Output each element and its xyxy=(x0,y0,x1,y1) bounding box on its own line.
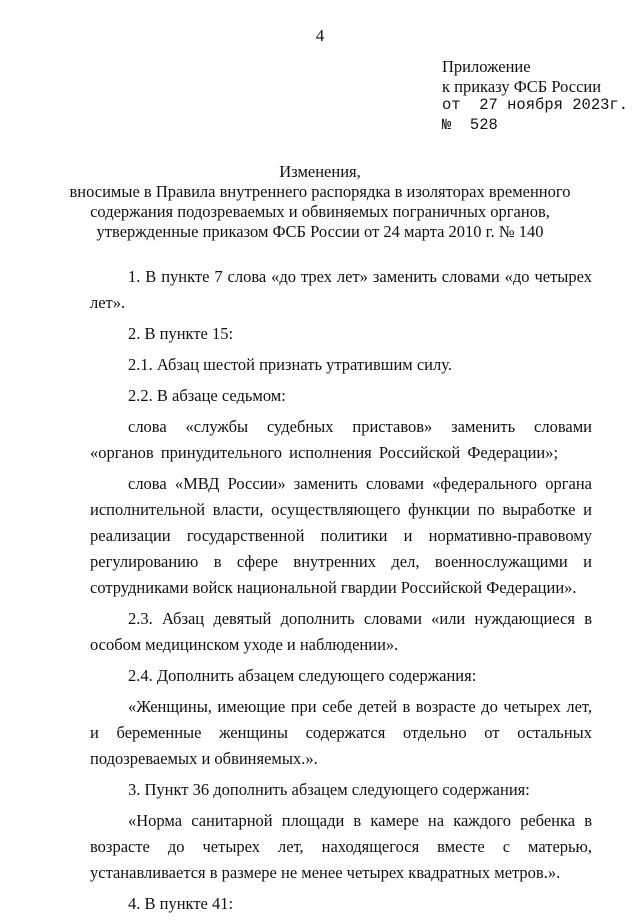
paragraph-2-4: 2.4. Дополнить абзацем следующего содержания: xyxy=(128,666,477,685)
appendix-number: № 528 xyxy=(442,115,498,134)
paragraph-2-2-a: слова «службы судебных приставов» заменить словами «органов принудительного исполнения Российской Федерации»; xyxy=(90,417,592,462)
paragraph-2-4-quote: «Женщины, имеющие при себе детей в возрасте до четырех лет, и беременные женщины содержатся отдельно от остальных подозреваемых и обвиняемых.». xyxy=(90,697,592,768)
paragraph-2-2-b: слова «МВД России» заменить словами «федерального органа исполнительной власти, осуществляющего функции по выработке и реализации государственной политики и нормативно-правовому регулированию в сфере внутренних дел, военнослужащими и сотрудниками войск национальной гвардии Российской Федерации». xyxy=(90,474,592,597)
heading-line-4: утвержденные приказом ФСБ России от 24 марта 2010 г. № 140 xyxy=(96,222,544,241)
paragraph-2-1: 2.1. Абзац шестой признать утратившим силу. xyxy=(128,355,452,374)
paragraph-2-2: 2.2. В абзаце седьмом: xyxy=(128,386,286,405)
paragraph-3: 3. Пункт 36 дополнить абзацем следующего содержания: xyxy=(128,780,530,799)
paragraph-2: 2. В пункте 15: xyxy=(128,324,234,343)
paragraph-2-3: 2.3. Абзац девятый дополнить словами «или нуждающиеся в особом медицинском уходе и наблюдении». xyxy=(90,609,592,654)
page-number: 4 xyxy=(315,26,325,45)
document-heading xyxy=(60,162,580,242)
appendix-block xyxy=(442,57,632,135)
document-body xyxy=(90,264,592,917)
appendix-date: от 27 ноября 2023г. xyxy=(442,96,629,114)
paragraph-1: 1. В пункте 7 слова «до трех лет» заменить словами «до четырех лет». xyxy=(90,267,592,312)
appendix-title: Приложение xyxy=(442,57,531,76)
paragraph-3-quote: «Норма санитарной площади в камере на каждого ребенка в возрасте до четырех лет, находящегося вместе с матерью, устанавливается в размере не менее четырех квадратных метров.». xyxy=(90,811,592,882)
appendix-order-ref: к приказу ФСБ России xyxy=(442,76,602,96)
heading-line-2: вносимые в Правила внутреннего распорядка в изоляторах временного xyxy=(69,182,571,201)
heading-title: Изменения, xyxy=(279,162,361,181)
paragraph-4: 4. В пункте 41: xyxy=(128,894,234,913)
heading-line-3: содержания подозреваемых и обвиняемых пограничных органов, xyxy=(90,202,550,221)
